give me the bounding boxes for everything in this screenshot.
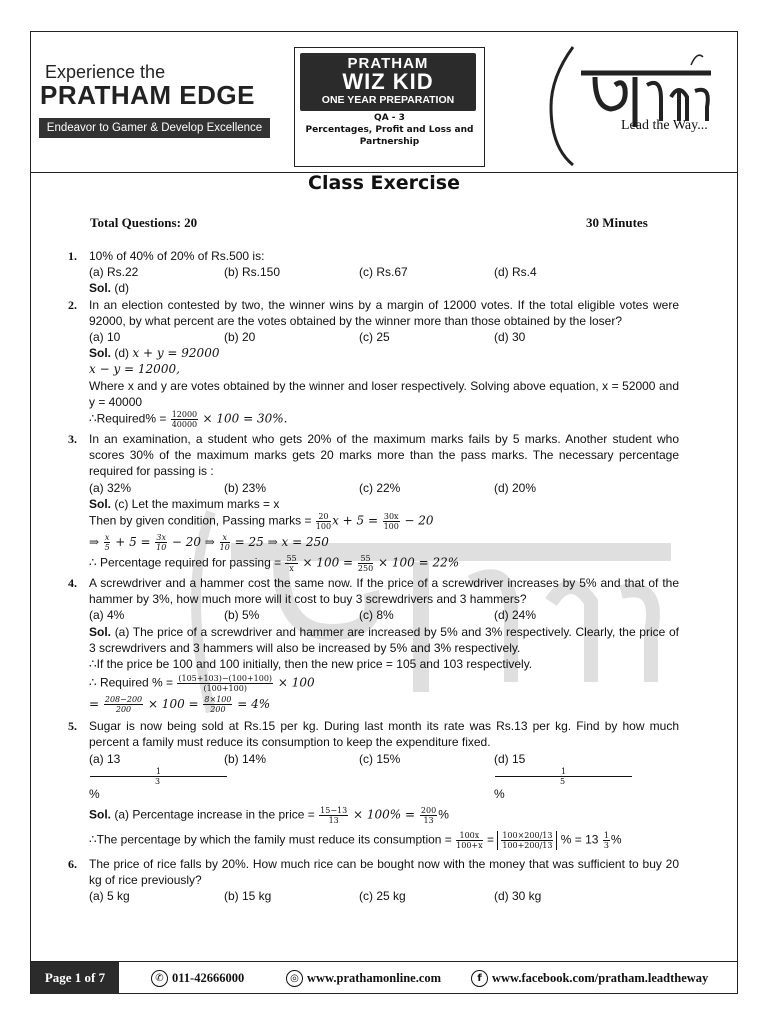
fraction: $\frac{20}{100}$ [315,512,332,532]
facebook-icon: f [471,970,488,987]
question-4 [31,575,737,714]
fraction: $\frac{30x}{100}$ [383,512,399,532]
solution [89,496,679,512]
solution [89,345,679,361]
time-limit: 30 Minutes [586,215,648,230]
question-number: 1. [68,249,77,263]
phone-text: 011-42666000 [172,971,245,985]
exp-line2: PRATHAM EDGE [40,80,255,110]
solution-text: ∴The percentage by which the family must reduce its consumption = [89,832,452,847]
website-link[interactable]: www.prathamonline.com [307,971,442,985]
question-2 [31,297,737,429]
exp-line3: Endeavor to Gamer & Develop Excellence [39,118,270,138]
sol-answer: (a) Percentage increase in the price = [114,807,315,822]
sol-label: Sol. [89,807,112,822]
solution-line: ∴ Percentage required for passing = $\frac{55}{x}$ × 100 = $\frac{55}{250}$ × 100 = 22% [89,554,460,574]
question-number: 4. [68,576,77,591]
solution-line: ∴The percentage by which the family must reduce its consumption = $\frac{100x}{100+x}$ = $\frac{100\times 200/13}{100+200/13}$ % = 13 $\frac{1}{3}$ % [89,831,622,851]
fraction [171,410,198,429]
required-label: ∴ Required % = [89,675,174,690]
logo-tagline: Lead the Way... [621,118,708,133]
question-text: The price of rice falls by 20%. How much rice can be bought now with the money that was sufficient to buy 20 kg of rice previously? [89,857,679,888]
footer [31,961,737,994]
option: (b) 14% [224,751,267,766]
option: (a) 5 kg [89,889,130,904]
required-label: ∴Required% = [89,411,167,426]
option: (a) 10 [89,330,121,345]
option: (d) 30 kg [494,889,542,904]
page-number: Page 1 of 7 [31,962,119,994]
question-1 [31,248,737,297]
solution-line: Where x and y are votes obtained by the winner and loser respectively. Solving above equation, x = 52000 and y = 40000 [89,378,679,409]
equation: x + y = 92000 [132,346,220,361]
phone-icon: ✆ [151,970,168,987]
solution: Sol. (a) Percentage increase in the price = $\frac{15-13}{13}$ × 100% = $\frac{200}{13}$ % [89,806,449,826]
solution [89,280,679,296]
numerator: 12000 [171,410,198,420]
wiz-line1: PRATHAM [347,55,429,72]
option: (a) 13 $\frac{1}{3}$ % [89,751,224,802]
options [89,480,679,496]
sol-answer: (c) Let the maximum marks = x [114,496,280,511]
options [89,607,679,623]
wiz-info [295,112,484,148]
option: (c) Rs.67 [359,265,408,280]
option: (a) 4% [89,608,125,623]
sol-answer: (d) [114,346,130,361]
wiz-code: QA - 3 [374,113,405,123]
solution-line: ∴ Required % = $\frac{(105+103)-(100+100)}{(100+100)}$ × 100 [89,674,315,694]
option: (c) 25 kg [359,889,406,904]
question-3 [31,431,737,573]
pratham-logo [511,37,735,169]
question-text: In an examination, a student who gets 20% of the maximum marks fails by 5 marks. Another student who scores 30% of the maximum marks gets 20 marks more than the pass marks. The necessary percentage required for passing is : [89,432,679,479]
question-5 [31,718,737,850]
result: × 100 = 30%. [202,411,288,426]
question-text: A screwdriver and a hammer cost the same now. If the price of a screwdriver increases by 5% and that of the hammer by 3%, how much more will it cost to buy 3 screwdrivers and 3 hammers? [89,576,679,607]
question-number: 5. [68,719,77,734]
equation: x − y = 12000, [89,362,180,377]
wiz-kid-logo [300,53,476,111]
option: (b) Rs.150 [224,265,281,280]
wiz-line2: WIZ KID [342,69,434,94]
solution [89,624,679,656]
option: (d) 20% [494,480,537,495]
solution-text: ∴ Percentage required for passing = [89,555,282,570]
solution-line [89,410,679,429]
facebook-link[interactable]: www.facebook.com/pratham.leadtheway [492,971,709,985]
option: (d) 24% [494,608,537,623]
sol-label: Sol. [89,281,112,296]
option: (c) 22% [359,480,401,495]
options [89,329,679,345]
question-number: 3. [68,432,77,447]
options [89,888,679,904]
question-6 [31,856,737,905]
option: (d) 30 [494,330,526,345]
option: (d) 15 $\frac{1}{5}$ % [494,751,629,802]
question-number: 6. [68,857,77,872]
option: (d) Rs.4 [494,265,537,280]
facebook-contact[interactable] [471,970,708,987]
sol-answer: (a) The price of a screwdriver and hammer are increased by 5% and 3% respectively. Clearly, the price of 3 screwdrivers and 3 hammers will also be increased by 5% and 3% respectively. [89,624,679,655]
wiz-kid-badge [294,47,485,167]
solution-line: Then by given condition, Passing marks = $\frac{20}{100}$ x + 5 = $\frac{30x}{100}$ − 20 [89,512,434,532]
exp-line1: Experience the [45,62,166,82]
solution-line: ⇒ $\frac{x}{5}$ + 5 = $\frac{3x}{10}$ − 20 ⇒ $\frac{x}{10}$ = 25 ⇒ x = 250 [89,533,329,553]
options [89,264,679,280]
solution-text: Then by given condition, Passing marks = [89,513,312,528]
question-text: In an election contested by two, the winner wins by a margin of 12000 votes. If the total eligible votes were 92000, by what percent are the votes obtained by the winner more than those obtained by the loser? [89,297,679,328]
denominator: 40000 [171,420,198,430]
globe-icon: ◎ [286,970,303,987]
option: (b) 23% [224,480,267,495]
solution-line: = $\frac{208-200}{200}$ × 100 = $\frac{8\times 100}{200}$ = 4% [89,695,271,715]
questions [31,248,737,905]
sol-label: Sol. [89,624,112,639]
question-number: 2. [68,297,77,312]
solution-line: ∴If the price be 100 and 100 initially, then the new price = 105 and 103 respectively. [89,657,533,672]
website-contact[interactable] [286,970,441,987]
option: (c) 15% [359,751,401,766]
option: (b) 5% [224,608,260,623]
question-text: Sugar is now being sold at Rs.15 per kg. During last month its rate was Rs.13 per kg. Find by how much percent a family must reduce its consumption to keep the expenditure fixed. [89,719,679,750]
option: (c) 25 [359,330,390,345]
phone-contact [151,970,244,987]
sol-label: Sol. [89,496,112,511]
page-frame [30,31,738,994]
question-text: 10% of 40% of 20% of Rs.500 is: [89,249,265,263]
wiz-topic: Percentages, Profit and Loss and Partnership [305,125,474,147]
wiz-line3: ONE YEAR PREPARATION [321,94,455,106]
option: (b) 15 kg [224,889,272,904]
sol-answer: (d) [114,281,130,296]
header [31,32,737,173]
option: (c) 8% [359,608,394,623]
option: (a) 32% [89,480,132,495]
page-title: Class Exercise [308,172,460,194]
sol-label: Sol. [89,346,112,361]
total-questions: Total Questions: 20 [90,215,198,230]
options [89,751,679,802]
option: (b) 20 [224,330,256,345]
option: (a) Rs.22 [89,265,139,280]
